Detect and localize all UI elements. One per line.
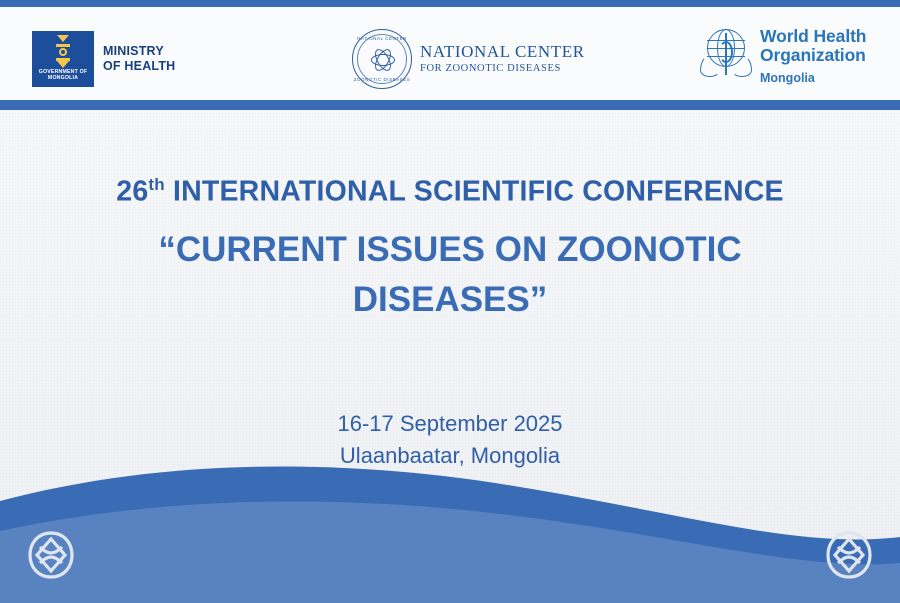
event-location: Ulaanbaatar, Mongolia (339, 443, 561, 468)
conference-number-line: 26th INTERNATIONAL SCIENTIFIC CONFERENCE (116, 175, 784, 208)
title-block (0, 168, 900, 325)
ncz-label-line2: FOR ZOONOTIC DISEASES (420, 63, 561, 74)
emblem-government-text: GOVERNMENT OF MONGOLIA (38, 69, 88, 82)
mongolian-knot-ornament-right-icon (816, 525, 882, 585)
bottom-wave-decoration (0, 453, 900, 603)
national-center-zoonotic-diseases-logo (352, 29, 585, 89)
ministry-of-health-label: MINISTRY OF HEALTH (103, 44, 176, 73)
header-divider-rule (0, 100, 900, 110)
ncz-seal-bottom-text: ZOONOTIC DISEASES (353, 77, 411, 82)
who-label-line1: World Health (760, 26, 867, 46)
world-health-organization-logo (700, 27, 866, 85)
event-date: 16-17 September 2025 (337, 411, 563, 436)
ncz-label (420, 42, 585, 76)
ministry-of-health-logo (32, 31, 175, 87)
who-label-line2: Organization (760, 45, 866, 65)
who-emblem-icon (700, 27, 752, 79)
ordinal-suffix: th (148, 175, 165, 194)
mongolia-government-emblem-icon (32, 31, 94, 87)
logo-header-band (0, 7, 900, 100)
ncz-seal-top-text: NATIONAL CENTER (357, 36, 407, 41)
who-country-label: Mongolia (760, 71, 815, 85)
biohazard-icon (369, 46, 395, 72)
slide-body (0, 110, 900, 603)
mongolian-knot-ornament-left-icon (18, 525, 84, 585)
ncz-label-line1: NATIONAL CENTER (420, 42, 585, 61)
ncz-seal-icon (352, 29, 412, 89)
top-accent-rule (0, 0, 900, 7)
who-label (760, 27, 866, 85)
page-title: “CURRENT ISSUES ON ZOONOTIC DISEASES” (158, 229, 742, 319)
soyombo-symbol-icon (55, 35, 71, 67)
